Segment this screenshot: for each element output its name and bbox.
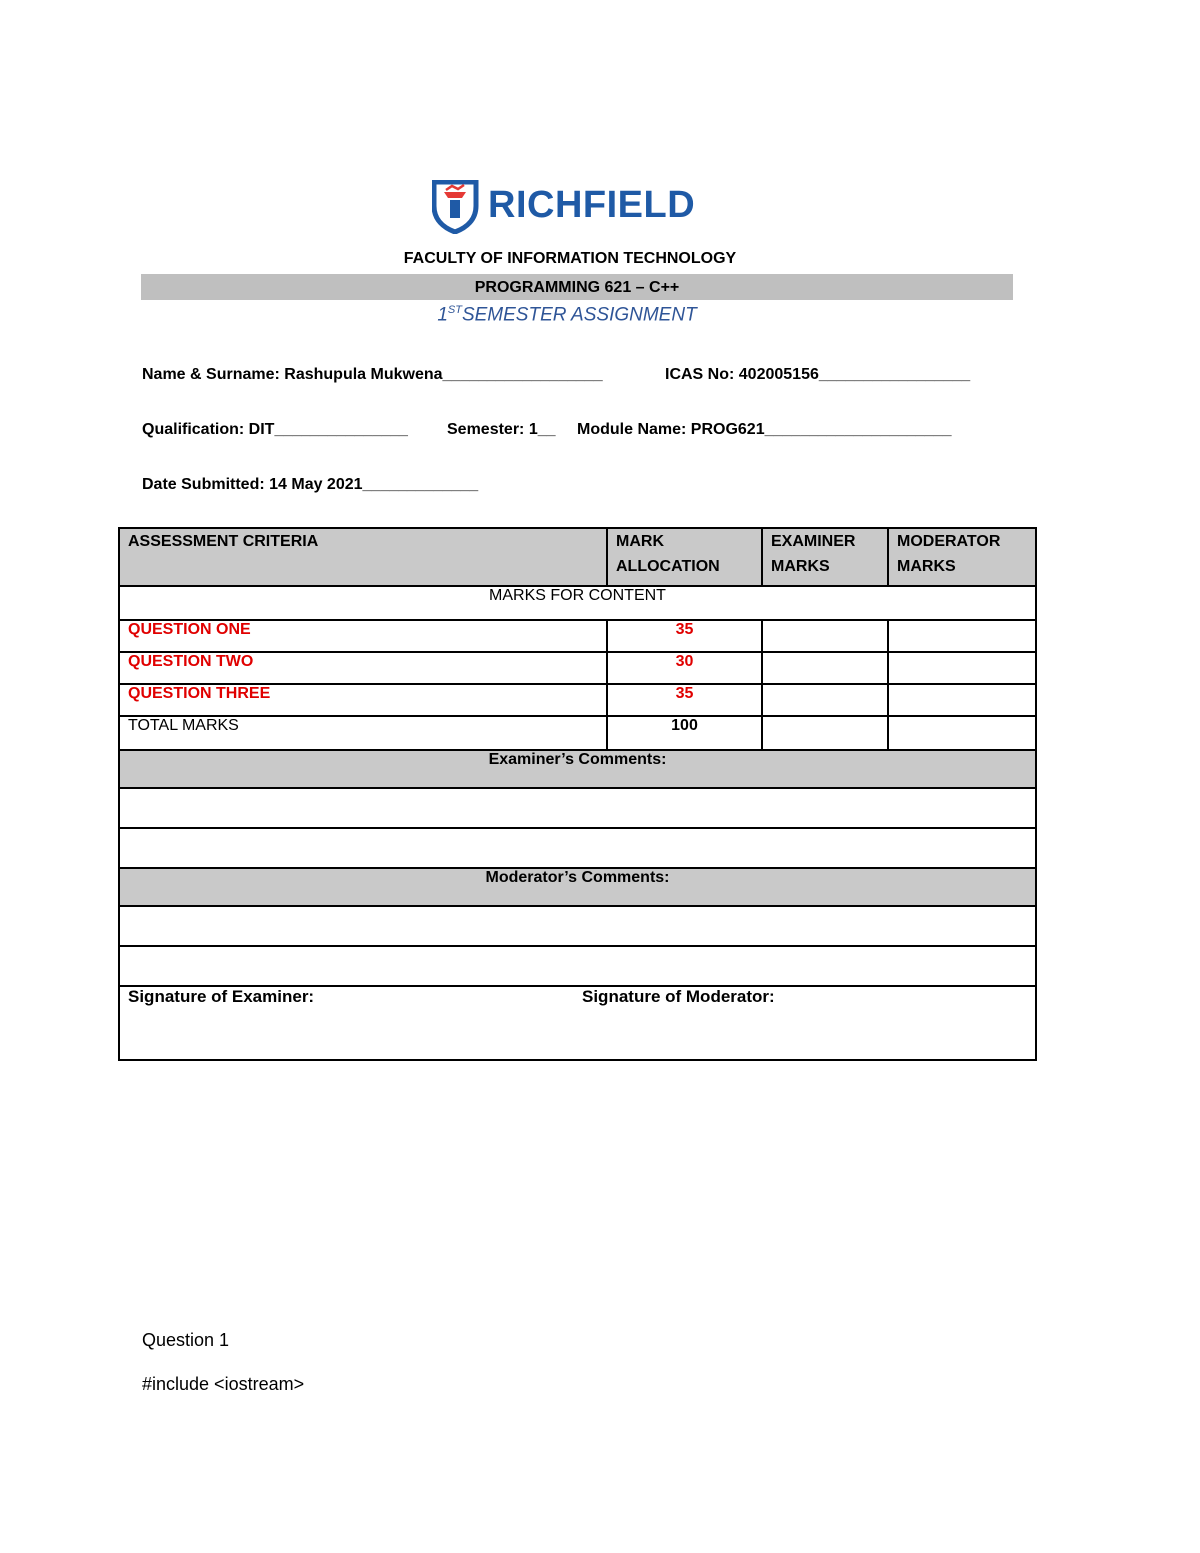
examiner-mark-cell[interactable] bbox=[762, 652, 888, 684]
total-row bbox=[119, 716, 1036, 750]
moderator-mark-cell[interactable] bbox=[888, 652, 1036, 684]
mark-allocation: 35 bbox=[607, 620, 762, 652]
examiner-comment-cell[interactable] bbox=[119, 788, 1036, 828]
moderator-comment-line bbox=[119, 906, 1036, 946]
content-heading-row bbox=[119, 586, 1036, 620]
header-criteria: ASSESSMENT CRITERIA bbox=[119, 528, 607, 586]
programme-title: PROGRAMMING 621 – C++ bbox=[474, 279, 680, 296]
header-moderator-marks: MODERATOR MARKS bbox=[888, 528, 1036, 586]
qualification-field: Qualification: DIT_______________ bbox=[142, 421, 408, 438]
header-mark-allocation: MARK ALLOCATION bbox=[607, 528, 762, 586]
assessment-table bbox=[118, 527, 1037, 1061]
moderator-mark-cell[interactable] bbox=[888, 684, 1036, 716]
question-heading: Question 1 bbox=[142, 1330, 230, 1350]
moderator-mark-cell[interactable] bbox=[888, 620, 1036, 652]
examiner-mark-cell[interactable] bbox=[762, 620, 888, 652]
table-row bbox=[119, 652, 1036, 684]
examiner-comments-header-row bbox=[119, 750, 1036, 788]
table-row bbox=[119, 684, 1036, 716]
moderator-comments-header-row bbox=[119, 868, 1036, 906]
date-submitted-field: Date Submitted: 14 May 2021_____________ bbox=[142, 476, 479, 493]
question-label: QUESTION ONE bbox=[119, 620, 607, 652]
logo-text: RICHFIELD bbox=[488, 184, 696, 226]
moderator-comment-line bbox=[119, 946, 1036, 986]
signature-row bbox=[119, 986, 1036, 1060]
total-mark: 100 bbox=[607, 716, 762, 750]
semester-text: SEMESTER ASSIGNMENT bbox=[461, 304, 697, 326]
examiner-total-cell[interactable] bbox=[762, 716, 888, 750]
moderator-comments-label: Moderator’s Comments: bbox=[119, 868, 1036, 906]
moderator-signature-label: Signature of Moderator: bbox=[582, 987, 775, 1006]
module-name-field: Module Name: PROG621_____________________ bbox=[577, 421, 952, 438]
examiner-signature-label: Signature of Examiner: bbox=[128, 987, 315, 1006]
question-label: QUESTION TWO bbox=[119, 652, 607, 684]
name-surname-field: Name & Surname: Rashupula Mukwena__________________ bbox=[142, 366, 603, 383]
signature-cell bbox=[119, 986, 1036, 1060]
mark-allocation: 35 bbox=[607, 684, 762, 716]
icas-number-field: ICAS No: 402005156_________________ bbox=[665, 366, 971, 383]
total-label: TOTAL MARKS bbox=[119, 716, 607, 750]
question-label: QUESTION THREE bbox=[119, 684, 607, 716]
semester-field: Semester: 1__ bbox=[447, 421, 556, 438]
table-header-row bbox=[119, 528, 1036, 586]
semester-superscript: ST bbox=[447, 304, 462, 316]
mark-allocation: 30 bbox=[607, 652, 762, 684]
content-heading: MARKS FOR CONTENT bbox=[119, 586, 1036, 620]
examiner-comment-cell[interactable] bbox=[119, 828, 1036, 868]
moderator-total-cell[interactable] bbox=[888, 716, 1036, 750]
semester-number: 1 bbox=[437, 304, 448, 326]
moderator-comment-cell[interactable] bbox=[119, 946, 1036, 986]
moderator-comment-cell[interactable] bbox=[119, 906, 1036, 946]
semester-title bbox=[141, 304, 993, 326]
header-examiner-marks: EXAMINER MARKS bbox=[762, 528, 888, 586]
code-line: #include <iostream> bbox=[142, 1374, 305, 1394]
faculty-title: FACULTY OF INFORMATION TECHNOLOGY bbox=[403, 250, 737, 267]
examiner-comments-label: Examiner’s Comments: bbox=[119, 750, 1036, 788]
examiner-mark-cell[interactable] bbox=[762, 684, 888, 716]
examiner-comment-line bbox=[119, 788, 1036, 828]
table-row bbox=[119, 620, 1036, 652]
examiner-comment-line bbox=[119, 828, 1036, 868]
